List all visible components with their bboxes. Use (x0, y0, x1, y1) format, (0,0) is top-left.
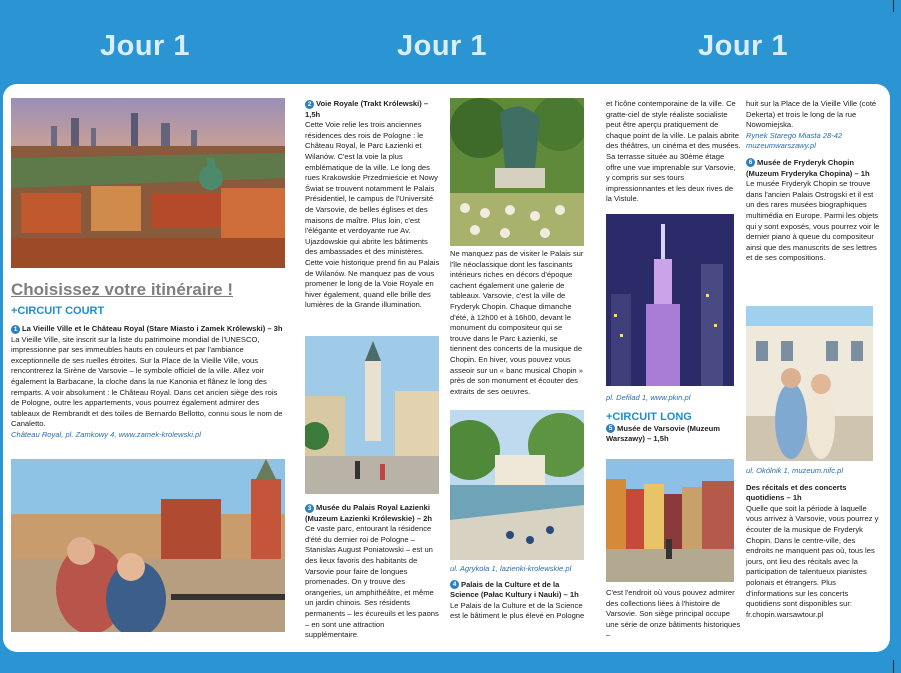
step-title: Palais de la Culture et de la Science (Pałac Kultury i Nauki) – 1h (450, 579, 579, 600)
day-header-3: Jour 1 (698, 30, 789, 62)
column-3-text-top (450, 249, 585, 397)
column-1-text (11, 280, 286, 441)
step-number-badge: 6 (746, 158, 755, 167)
step-number-badge: 3 (305, 504, 314, 513)
day-header-1: Jour 1 (100, 30, 191, 62)
lazienki-palace-on-isle-photo (450, 410, 584, 560)
step-description: Le musée Fryderyk Chopin se trouve dans l'ancien Palais Ostrogski et il est un des rares musées biographiques multimédia en Europe. Parmi les objets qui y sont exposés, vous pourrez voir le dernier piano à queue du compositeur ainsi que des manuscrits de ses lettres et de ses compositions. (746, 179, 880, 263)
circuit-label: +CIRCUIT COURT (11, 305, 105, 317)
photo-caption: ul. Agrykola 1, lazienki-krolewskie.pl (450, 564, 572, 573)
step-description: Quelle que soit la période à laquelle vous arrivez à Varsovie, vous pourrez y écouter de la musique de Fryderyk Chopin. Dans le centre-ville, des endroits ne manquent pas où, tous les jours, ont lieu des récitals avec la participation de talentueux pianistes polonais et étrangers. Plus d'informations sur les concerts quotidiens sont disponibles sur: fr.chopin.warsawtour.pl (746, 503, 879, 619)
photo-caption: Rynek Starego Miasta 28-42 muzeumwarszawy.pl (746, 130, 843, 151)
step-title: Voie Royale (Trakt Królewski) – 1,5h (305, 99, 429, 119)
circuit-label: +CIRCUIT LONG (606, 410, 692, 423)
step-description: et l'icône contemporaine de la ville. Ce gratte-ciel de style réaliste socialiste peut être aperçu pratiquement de chaque point de la ville. Le palais abrite des théâtres, un cinéma et des musées. Sa terrasse située au 30ème étage offre une vue imprenable sur Varsovie, y compris sur ses tours impressionnantes et les deux rives de la Vistule. (606, 99, 741, 204)
column-2-text-top (305, 99, 440, 311)
step-title: Musée de Varsovie (Muzeum Warszawy) – 1,5h (606, 423, 720, 444)
step-description: Ne manquez pas de visiter le Palais sur l'île néoclassique dont les fascinants intérieurs riches en décors d'époque cachent également une galerie de tableaux. Varsovie, c'est la ville de Fryderyk Chopin. Chaque dimanche d'été, à 12h00 et à 16h00, devant le monument du compositeur qui se trouve dans le Parc Łazienki, se tiennent des concerts de la musique de Chopin. En hiver, vous pouvez vous asseoir sur un « banc musical Chopin » près de son monument et écouter des extraits de ses oeuvres. (450, 249, 584, 396)
crop-mark (893, 0, 894, 12)
step-description: Cette Voie relie les trois anciennes résidences des rois de Pologne : le Château Royal, le Parc Łazienki et Wilanów. C'est la voie la plus emblématique de la ville. Le long des rues Krakowskie Przedmieście et Nowy Świat se trouvent notamment le Palais Présidentiel, le campus de l'Université de Varsovie, de belles églises et des maisons de maître. Plus loin, c'est l'élégante et verdoyante rue Av. Ujazdowskie qui abrite les bâtiments des ambassades et des ministères. Cette voie historique prend fin au Palais de Wilanów. Ne manquez pas de vous promener le long de la Voie Royale en hiver également, quand elle brille des lumières de la Grande illumination. (305, 120, 440, 310)
step-title: Musée de Fryderyk Chopin (Muzeum Fryderyka Chopina) – 1h (746, 157, 870, 178)
day-header-2: Jour 1 (397, 30, 488, 62)
photo-caption: ul. Okólnik 1, muzeum.nifc.pl (746, 466, 844, 475)
step-title: La Vieille Ville et le Château Royal (Stare Miasto i Zamek Królewski) – 3h (22, 324, 283, 333)
column-4-text-mid (606, 393, 741, 445)
column-2-text-bottom (305, 503, 440, 641)
castle-square-couple-photo (11, 459, 285, 632)
photo-caption: Château Royal, pl. Zamkowy 4, www.zamek-krolewski.pl (11, 429, 201, 439)
step-description: C'est l'endroit où vous pouvez admirer des collections liées à l'histoire de Varsovie. Son siège principal occupe une série de onze bâtiments historiques – (606, 588, 741, 640)
step-title: Des récitals et des concerts quotidiens – 1h (746, 482, 847, 503)
old-town-aerial-photo (11, 98, 285, 268)
step-number-badge: 1 (11, 325, 20, 334)
section-heading: Choisissez votre itinéraire ! (11, 280, 234, 299)
step-title: Musée du Palais Royal Łazienki (Muzeum Łazienki Królewskie) – 2h (305, 503, 433, 523)
column-3-text-bottom (450, 564, 585, 622)
step-description: Ce vaste parc, entourant la résidence d'été du dernier roi de Pologne – Stanislas August Poniatowski – est un des lieux favoris des habitants de Varsovie pour faire de longues promenades. On y trouve des orangeries, un amphithéâtre, et même un jardin chinois. Ses résidents permanents – les écureuils et les paons – en sont une attraction supplémentaire. (305, 524, 439, 640)
column-5-text-bottom (746, 466, 881, 620)
royal-route-street-photo (305, 336, 439, 494)
step-number-badge: 5 (606, 424, 615, 433)
chopin-museum-couple-photo (746, 306, 873, 461)
step-description: La Vieille Ville, site inscrit sur la liste du patrimoine mondial de l'UNESCO, impressionne par ses immeubles hauts en couleurs et par l'ambiance exceptionnelle de ses ruelles étroites. Sur la Place de la Vieille Ville, vous rencontrerez la Sirène de Varsovie – le symbole officiel de la ville. Allez voir également la Barbacane, la cloche dans la rue Kanonia et flânez le long des remparts. A voir absolument : le Château Royal. Dans cet ancien siège des rois de Pologne, outre les appartements, vous pourrez également admirer des tableaux de Rembrandt et des toiles de Bernardo Bellotto, connu sous le nom de Canaletto. (11, 334, 283, 429)
column-4-text-bottom (606, 588, 741, 641)
step-number-badge: 4 (450, 580, 459, 589)
column-4-text-top (606, 99, 741, 205)
step-number-badge: 2 (305, 100, 314, 109)
photo-caption: pl. Defilad 1, www.pkin.pl (606, 393, 691, 402)
step-description: Le Palais de la Culture et de la Science est le bâtiment le plus élevé en Pologne (450, 600, 585, 621)
step-description: huit sur la Place de la Vieille Ville (coté Dekerta) et trois le long de la rue Nowomiejska. (746, 99, 877, 130)
chopin-monument-concert-photo (450, 98, 584, 246)
palace-of-culture-night-photo (606, 214, 734, 386)
column-5-text-top (746, 99, 881, 264)
old-town-market-square-photo (606, 459, 734, 582)
crop-mark (893, 660, 894, 673)
